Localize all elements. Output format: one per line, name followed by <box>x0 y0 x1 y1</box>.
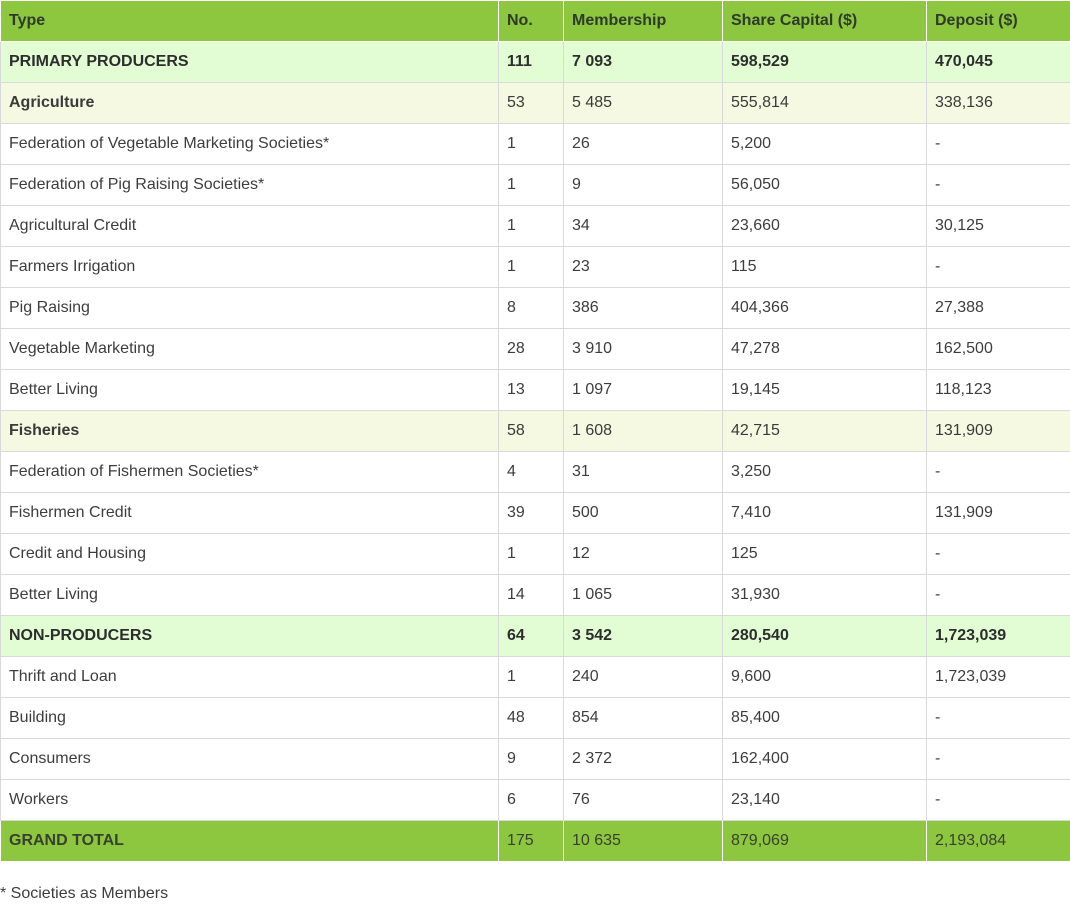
cell-type: Better Living <box>1 575 499 616</box>
cell-no: 175 <box>499 821 564 862</box>
cell-share-capital: 23,660 <box>723 206 927 247</box>
cell-membership: 9 <box>564 165 723 206</box>
header-deposit: Deposit ($) <box>927 1 1070 42</box>
cell-no: 39 <box>499 493 564 534</box>
cell-no: 9 <box>499 739 564 780</box>
cell-type: GRAND TOTAL <box>1 821 499 862</box>
cell-type: NON-PRODUCERS <box>1 616 499 657</box>
table-row <box>1 370 1070 411</box>
table-header <box>1 1 1070 42</box>
cell-no: 28 <box>499 329 564 370</box>
subsection-row <box>1 411 1070 452</box>
cell-type: Vegetable Marketing <box>1 329 499 370</box>
cell-deposit: - <box>927 575 1070 616</box>
footnote: * Societies as Members <box>0 885 169 902</box>
table-row <box>1 534 1070 575</box>
table-row <box>1 575 1070 616</box>
cell-membership: 854 <box>564 698 723 739</box>
header-share-capital: Share Capital ($) <box>723 1 927 42</box>
cell-membership: 240 <box>564 657 723 698</box>
cell-deposit: - <box>927 165 1070 206</box>
table-row <box>1 657 1070 698</box>
cell-membership: 31 <box>564 452 723 493</box>
cell-share-capital: 879,069 <box>723 821 927 862</box>
cell-no: 58 <box>499 411 564 452</box>
header-no: No. <box>499 1 564 42</box>
cell-deposit: 131,909 <box>927 411 1070 452</box>
cell-deposit: 2,193,084 <box>927 821 1070 862</box>
cell-deposit: 338,136 <box>927 83 1070 124</box>
table-row <box>1 206 1070 247</box>
cell-share-capital: 85,400 <box>723 698 927 739</box>
cell-share-capital: 42,715 <box>723 411 927 452</box>
table-row <box>1 780 1070 821</box>
cell-membership: 26 <box>564 124 723 165</box>
cell-share-capital: 404,366 <box>723 288 927 329</box>
cell-deposit: - <box>927 534 1070 575</box>
cell-membership: 34 <box>564 206 723 247</box>
cell-no: 1 <box>499 206 564 247</box>
cell-deposit: - <box>927 739 1070 780</box>
cell-membership: 3 542 <box>564 616 723 657</box>
cell-no: 14 <box>499 575 564 616</box>
cell-no: 48 <box>499 698 564 739</box>
cell-deposit: - <box>927 698 1070 739</box>
cell-share-capital: 598,529 <box>723 42 927 83</box>
cell-no: 1 <box>499 124 564 165</box>
cell-type: Fishermen Credit <box>1 493 499 534</box>
cell-deposit: 162,500 <box>927 329 1070 370</box>
cell-no: 6 <box>499 780 564 821</box>
table-row <box>1 698 1070 739</box>
cell-share-capital: 3,250 <box>723 452 927 493</box>
cell-no: 1 <box>499 534 564 575</box>
cell-type: Workers <box>1 780 499 821</box>
cell-membership: 10 635 <box>564 821 723 862</box>
cell-deposit: 118,123 <box>927 370 1070 411</box>
cell-deposit: - <box>927 780 1070 821</box>
cell-type: Thrift and Loan <box>1 657 499 698</box>
cell-membership: 1 097 <box>564 370 723 411</box>
cell-no: 64 <box>499 616 564 657</box>
cell-type: Credit and Housing <box>1 534 499 575</box>
cell-no: 1 <box>499 165 564 206</box>
cell-type: Federation of Fishermen Societies* <box>1 452 499 493</box>
section-row <box>1 616 1070 657</box>
table-row <box>1 739 1070 780</box>
cell-type: Building <box>1 698 499 739</box>
table-row <box>1 165 1070 206</box>
cell-no: 111 <box>499 42 564 83</box>
cell-share-capital: 31,930 <box>723 575 927 616</box>
cell-share-capital: 162,400 <box>723 739 927 780</box>
cell-no: 1 <box>499 657 564 698</box>
cell-share-capital: 9,600 <box>723 657 927 698</box>
cell-no: 4 <box>499 452 564 493</box>
cell-membership: 1 608 <box>564 411 723 452</box>
cell-type: Federation of Vegetable Marketing Societies* <box>1 124 499 165</box>
cell-membership: 12 <box>564 534 723 575</box>
cell-no: 13 <box>499 370 564 411</box>
table-row <box>1 452 1070 493</box>
cell-deposit: 1,723,039 <box>927 657 1070 698</box>
cell-deposit: 27,388 <box>927 288 1070 329</box>
cell-type: Federation of Pig Raising Societies* <box>1 165 499 206</box>
cell-deposit: 131,909 <box>927 493 1070 534</box>
cell-share-capital: 125 <box>723 534 927 575</box>
cell-membership: 2 372 <box>564 739 723 780</box>
cell-deposit: - <box>927 247 1070 288</box>
cell-no: 1 <box>499 247 564 288</box>
table-row <box>1 247 1070 288</box>
cell-type: Farmers Irrigation <box>1 247 499 288</box>
cell-type: Pig Raising <box>1 288 499 329</box>
cell-membership: 7 093 <box>564 42 723 83</box>
subsection-row <box>1 83 1070 124</box>
table-row <box>1 124 1070 165</box>
cell-share-capital: 115 <box>723 247 927 288</box>
table-row <box>1 493 1070 534</box>
header-type: Type <box>1 1 499 42</box>
header-row <box>1 1 1070 42</box>
cell-share-capital: 47,278 <box>723 329 927 370</box>
cell-membership: 3 910 <box>564 329 723 370</box>
section-row <box>1 42 1070 83</box>
cell-deposit: - <box>927 452 1070 493</box>
cell-membership: 5 485 <box>564 83 723 124</box>
table-row <box>1 329 1070 370</box>
cell-no: 8 <box>499 288 564 329</box>
cell-type: Agriculture <box>1 83 499 124</box>
cell-membership: 1 065 <box>564 575 723 616</box>
cell-share-capital: 56,050 <box>723 165 927 206</box>
cell-membership: 76 <box>564 780 723 821</box>
cell-type: Fisheries <box>1 411 499 452</box>
cell-membership: 386 <box>564 288 723 329</box>
cell-membership: 23 <box>564 247 723 288</box>
cell-deposit: - <box>927 124 1070 165</box>
total-row <box>1 821 1070 862</box>
header-membership: Membership <box>564 1 723 42</box>
table-row <box>1 288 1070 329</box>
cell-share-capital: 23,140 <box>723 780 927 821</box>
cell-type: Agricultural Credit <box>1 206 499 247</box>
cell-type: PRIMARY PRODUCERS <box>1 42 499 83</box>
cell-share-capital: 7,410 <box>723 493 927 534</box>
cell-no: 53 <box>499 83 564 124</box>
cell-deposit: 1,723,039 <box>927 616 1070 657</box>
cell-share-capital: 19,145 <box>723 370 927 411</box>
cell-type: Better Living <box>1 370 499 411</box>
cell-share-capital: 5,200 <box>723 124 927 165</box>
cell-deposit: 30,125 <box>927 206 1070 247</box>
table-body <box>1 42 1070 862</box>
cell-deposit: 470,045 <box>927 42 1070 83</box>
cell-type: Consumers <box>1 739 499 780</box>
cell-membership: 500 <box>564 493 723 534</box>
cell-share-capital: 555,814 <box>723 83 927 124</box>
cell-share-capital: 280,540 <box>723 616 927 657</box>
